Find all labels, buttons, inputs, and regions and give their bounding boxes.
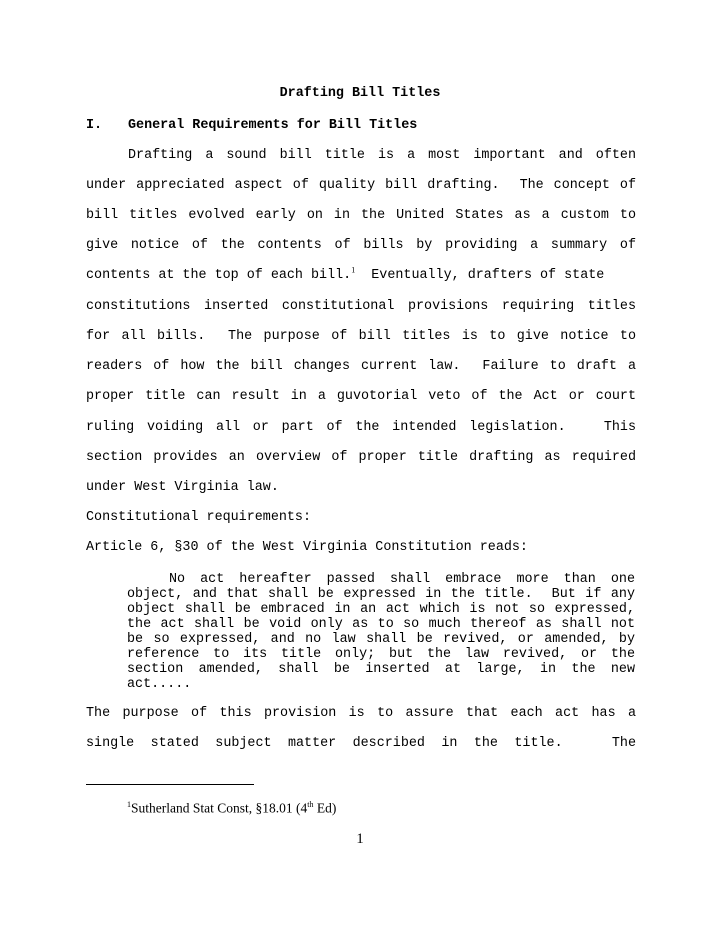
paragraph-line: ruling voiding all or part of the intended legislation. This bbox=[86, 420, 636, 435]
quote-line: object, and that shall be expressed in the title. But if any bbox=[127, 587, 635, 602]
paragraph-line: for all bills. The purpose of bill titles is to give notice to bbox=[86, 329, 636, 344]
footnote-marker: 1 bbox=[351, 265, 356, 275]
paragraph-line: bill titles evolved early on in the United States as a custom to bbox=[86, 208, 636, 223]
section-number: I. bbox=[86, 118, 103, 133]
footnote-number: 1 bbox=[127, 800, 131, 809]
paragraph-line: give notice of the contents of bills by providing a summary of bbox=[86, 238, 636, 253]
quote-line: act..... bbox=[127, 677, 192, 692]
paragraph-line: single stated subject matter described in the title. The bbox=[86, 736, 636, 751]
footnote bbox=[127, 800, 336, 817]
article-reference-line: Article 6, §30 of the West Virginia Constitution reads: bbox=[86, 540, 528, 555]
paragraph-line: Drafting a sound bill title is a most important and often bbox=[128, 148, 636, 163]
quote-line: be so expressed, and no law shall be revived, or amended, by bbox=[127, 632, 635, 647]
paragraph-line-with-footnote bbox=[86, 265, 636, 283]
paragraph-line: under appreciated aspect of quality bill drafting. The concept of bbox=[86, 178, 636, 193]
paragraph-text: contents at the top of each bill. bbox=[86, 268, 352, 283]
constitutional-requirements-label: Constitutional requirements: bbox=[86, 510, 311, 525]
footnote-text: Sutherland Stat Const, §18.01 (4 bbox=[131, 800, 308, 816]
quote-line: section amended, shall be inserted at large, in the new bbox=[127, 662, 635, 677]
paragraph-text: Eventually, drafters of state bbox=[371, 268, 605, 283]
quote-line: reference to its title only; but the law revived, or the bbox=[127, 647, 635, 662]
paragraph-line: constitutions inserted constitutional provisions requiring titles bbox=[86, 299, 636, 314]
paragraph-line: The purpose of this provision is to assure that each act has a bbox=[86, 706, 636, 721]
page-number: 1 bbox=[356, 831, 364, 847]
footnote-text-end: Ed) bbox=[313, 800, 337, 816]
section-heading-text: General Requirements for Bill Titles bbox=[128, 118, 418, 133]
quote-line: the act shall be void only as to so much thereof as shall not bbox=[127, 617, 635, 632]
paragraph-text bbox=[355, 268, 371, 283]
paragraph-line: readers of how the bill changes current law. Failure to draft a bbox=[86, 359, 636, 374]
quote-line: object shall be embraced in an act which is not so expressed, bbox=[127, 602, 635, 617]
paragraph-line: proper title can result in a guvotorial veto of the Act or court bbox=[86, 389, 636, 404]
paragraph-line: under West Virginia law. bbox=[86, 480, 279, 495]
quote-line: No act hereafter passed shall embrace more than one bbox=[169, 572, 635, 587]
footnote-separator bbox=[86, 784, 254, 785]
section-heading bbox=[86, 118, 417, 133]
page-title: Drafting Bill Titles bbox=[279, 86, 441, 101]
footnote-superscript: th bbox=[307, 800, 314, 809]
paragraph-line: section provides an overview of proper title drafting as required bbox=[86, 450, 636, 465]
